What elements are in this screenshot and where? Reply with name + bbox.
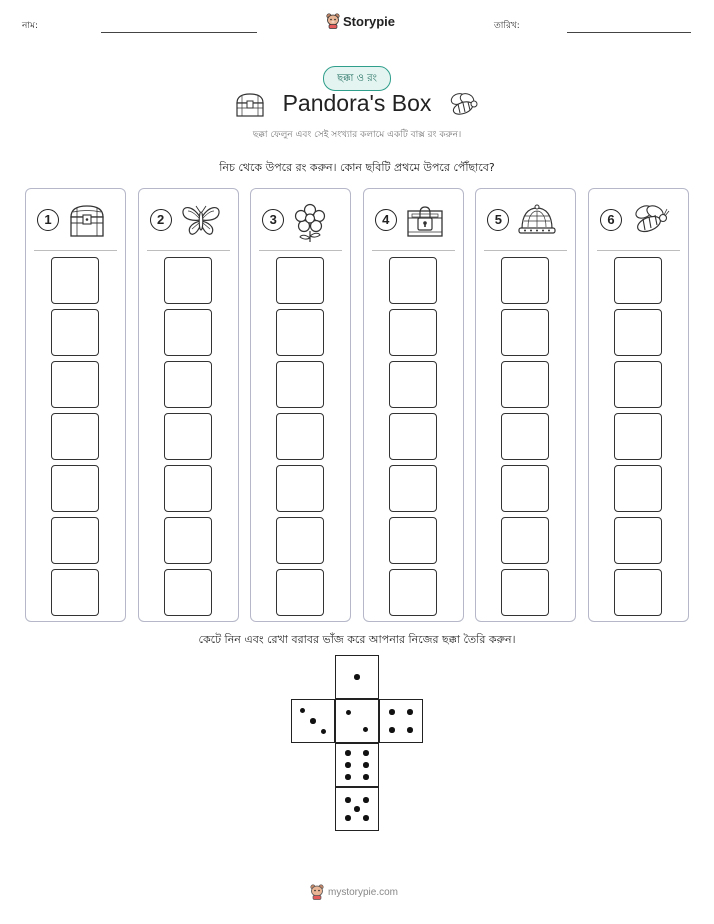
die-face-2 <box>335 699 379 743</box>
die-pip <box>345 815 351 821</box>
die-face-6 <box>335 743 379 787</box>
column-5 <box>475 188 576 622</box>
color-box[interactable] <box>389 517 437 564</box>
color-box[interactable] <box>501 569 549 616</box>
color-box[interactable] <box>164 517 212 564</box>
color-box[interactable] <box>389 257 437 304</box>
color-box[interactable] <box>389 361 437 408</box>
flower-icon <box>292 203 328 243</box>
column-divider <box>34 250 117 251</box>
column-divider <box>147 250 230 251</box>
color-box[interactable] <box>501 413 549 460</box>
die-pip <box>363 774 369 780</box>
cut-instruction: কেটে নিন এবং রেখা বরাবর ভাঁজ করে আপনার নিজের ছক্কা তৈরি করুন। <box>198 633 516 646</box>
column-header <box>600 203 680 239</box>
die-pip <box>345 762 351 768</box>
locked-chest-icon <box>405 203 445 239</box>
die-face-5 <box>335 787 379 831</box>
column-number: 5 <box>487 209 509 231</box>
die-pip <box>363 815 369 821</box>
column-header <box>262 203 342 239</box>
color-box[interactable] <box>501 465 549 512</box>
column-number: 3 <box>262 209 284 231</box>
die-pip <box>354 806 360 812</box>
color-box[interactable] <box>276 569 324 616</box>
column-header <box>487 203 567 239</box>
color-box[interactable] <box>276 309 324 356</box>
storypie-mascot-icon <box>310 884 324 900</box>
dice-net <box>291 655 424 835</box>
die-pip <box>345 774 351 780</box>
name-line <box>101 32 257 33</box>
die-pip <box>389 709 395 715</box>
date-label: তারিখ: <box>494 21 520 31</box>
die-pip <box>345 750 351 756</box>
column-number: 4 <box>375 209 397 231</box>
color-box[interactable] <box>51 413 99 460</box>
die-pip <box>363 762 369 768</box>
color-box[interactable] <box>389 465 437 512</box>
column-2 <box>138 188 239 622</box>
die-face-3 <box>291 699 335 743</box>
color-box[interactable] <box>614 257 662 304</box>
color-box[interactable] <box>164 413 212 460</box>
column-header <box>150 203 230 239</box>
column-divider <box>484 250 567 251</box>
die-pip <box>389 727 395 733</box>
color-box[interactable] <box>389 309 437 356</box>
bee-icon <box>446 92 480 118</box>
column-6 <box>588 188 689 622</box>
color-box[interactable] <box>164 569 212 616</box>
die-pip <box>346 710 352 716</box>
color-box[interactable] <box>501 257 549 304</box>
column-number: 6 <box>600 209 622 231</box>
color-box[interactable] <box>51 465 99 512</box>
treasure-chest-icon <box>67 203 107 239</box>
die-pip <box>407 709 413 715</box>
die-face-1 <box>335 655 379 699</box>
die-pip <box>407 727 413 733</box>
color-box[interactable] <box>501 361 549 408</box>
color-box[interactable] <box>276 257 324 304</box>
die-pip <box>354 674 360 680</box>
die-pip <box>363 727 369 733</box>
brand-name: Storypie <box>343 13 396 29</box>
activity-badge: ছক্কা ও রং <box>323 66 391 91</box>
color-box[interactable] <box>614 465 662 512</box>
footer-url: mystorypie.com <box>328 886 399 898</box>
color-box[interactable] <box>614 413 662 460</box>
instruction-text: নিচ থেকে উপরে রং করুন। কোন ছবিটি প্রথমে উপরে পৌঁছাবে? <box>219 161 495 174</box>
column-divider <box>259 250 342 251</box>
column-1 <box>25 188 126 622</box>
die-pip <box>300 708 306 714</box>
column-number: 1 <box>37 209 59 231</box>
die-pip <box>363 797 369 803</box>
color-box[interactable] <box>51 361 99 408</box>
column-divider <box>597 250 680 251</box>
color-box[interactable] <box>164 361 212 408</box>
butterfly-icon <box>180 203 222 239</box>
name-label: নাম: <box>22 21 39 31</box>
color-box[interactable] <box>51 569 99 616</box>
color-box[interactable] <box>501 517 549 564</box>
date-line <box>567 32 691 33</box>
column-4 <box>363 188 464 622</box>
color-box[interactable] <box>276 465 324 512</box>
color-box[interactable] <box>389 413 437 460</box>
color-box[interactable] <box>276 361 324 408</box>
color-box[interactable] <box>389 569 437 616</box>
column-divider <box>372 250 455 251</box>
die-face-4 <box>379 699 423 743</box>
color-box[interactable] <box>51 517 99 564</box>
bee-icon <box>630 203 670 237</box>
footer <box>310 884 398 900</box>
die-pip <box>321 729 327 735</box>
die-pip <box>363 750 369 756</box>
die-pip <box>310 718 316 724</box>
color-box[interactable] <box>51 309 99 356</box>
color-box[interactable] <box>164 309 212 356</box>
subtitle: ছক্কা ফেলুন এবং সেই সংখ্যার কলামে একটি বাক্স রং করুন। <box>252 130 462 140</box>
color-box[interactable] <box>51 257 99 304</box>
column-number: 2 <box>150 209 172 231</box>
column-3 <box>250 188 351 622</box>
color-box[interactable] <box>614 569 662 616</box>
color-box[interactable] <box>164 257 212 304</box>
jeweled-crown-icon <box>517 203 557 237</box>
color-box[interactable] <box>614 361 662 408</box>
color-box[interactable] <box>614 309 662 356</box>
color-box[interactable] <box>501 309 549 356</box>
die-pip <box>345 797 351 803</box>
storypie-mascot-icon <box>326 13 340 29</box>
color-box[interactable] <box>614 517 662 564</box>
brand-logo <box>326 13 395 29</box>
column-header <box>375 203 455 239</box>
color-box[interactable] <box>276 517 324 564</box>
color-box[interactable] <box>164 465 212 512</box>
column-header <box>37 203 117 239</box>
color-box[interactable] <box>276 413 324 460</box>
page-title: Pandora's Box <box>282 90 432 116</box>
